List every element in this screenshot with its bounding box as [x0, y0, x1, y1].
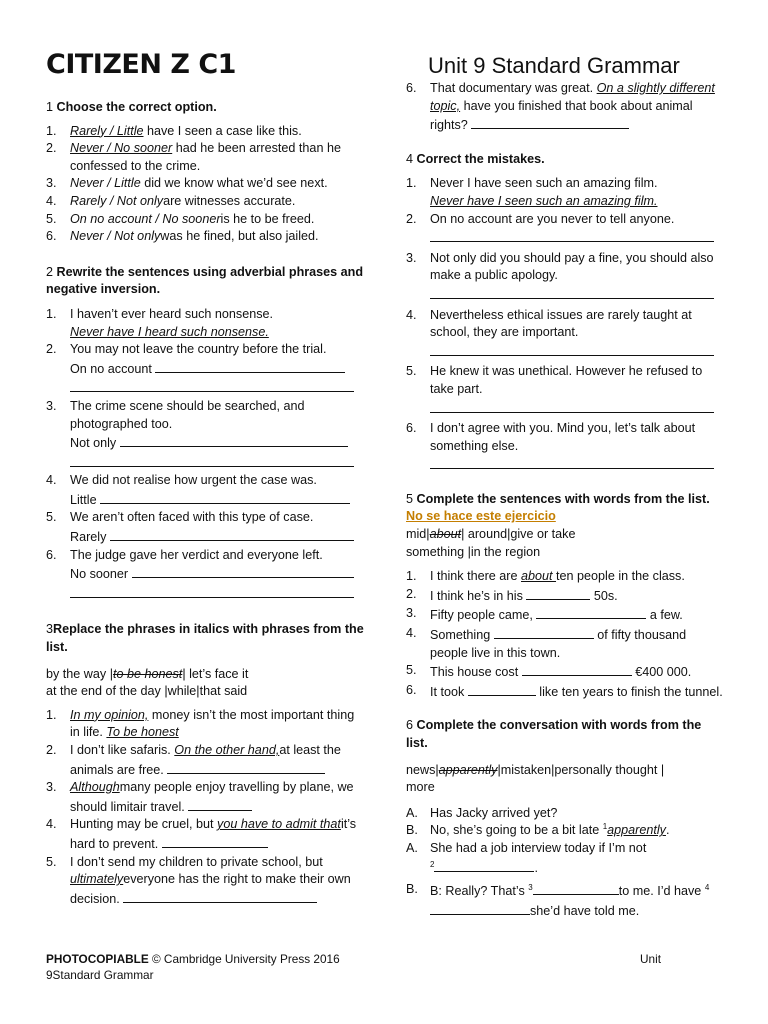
- exercise-note: No se hace este ejercicio: [406, 509, 556, 524]
- left-column: [46, 99, 364, 908]
- answer-line[interactable]: [70, 584, 354, 598]
- section-3-word-list: by the way |to be honest| let’s face it at the end of the day |while|that said: [46, 666, 249, 699]
- answer-line[interactable]: [123, 889, 317, 903]
- answer-line[interactable]: [70, 453, 354, 467]
- section-5-list: [406, 568, 726, 701]
- list-item: 1. Rarely / Little have I seen a case like this.: [46, 123, 302, 138]
- footer-unit-label: Unit: [640, 952, 661, 966]
- answer-line[interactable]: [120, 433, 348, 447]
- list-item: 3. The crime scene should be searched, and photographed too. Not only: [46, 398, 364, 472]
- right-column: [406, 80, 726, 920]
- list-item: 6. The judge gave her verdict and everyone left. No sooner: [46, 547, 364, 604]
- section-1-heading: 1 Choose the correct option.: [46, 100, 217, 114]
- list-item: 1. I haven’t ever heard such nonsense. Never have I heard such nonsense.: [46, 306, 274, 339]
- list-item: 5. This house cost €400 000.: [406, 663, 692, 680]
- list-item: 4. Nevertheless ethical issues are rarely taught at school, they are important.: [406, 307, 726, 362]
- list-item: 3. Not only did you should pay a fine, you should also make a public apology.: [406, 250, 726, 305]
- list-item: 2. Never / No sooner had he been arrested than he confessed to the crime.: [46, 141, 341, 173]
- answer-line[interactable]: [155, 359, 345, 373]
- answer-line[interactable]: [536, 605, 646, 619]
- dialogue-line: A. Has Jacky arrived yet?: [406, 805, 558, 820]
- answer-line[interactable]: [430, 228, 714, 242]
- section-5-heading: 5 Complete the sentences with words from the list. No se hace este ejercicio: [406, 491, 710, 524]
- list-item: 3. Althoughmany people enjoy travelling by plane, we should limitair travel.: [46, 780, 354, 814]
- dialogue-line: B. No, she’s going to be a bit late $^1$apparently.: [406, 822, 670, 838]
- list-item: 6. I don’t agree with you. Mind you, let’s talk about something else.: [406, 420, 726, 475]
- answer-line[interactable]: [430, 285, 714, 299]
- section-6-word-list: news|apparently|mistaken|personally thought | more: [406, 762, 665, 795]
- list-item: 6. That documentary was great. On a slightly different topic, have you finished that book about animal rights?: [406, 81, 715, 133]
- answer-line[interactable]: [468, 682, 536, 696]
- list-item: 4. Rarely / Not onlyare witnesses accurate.: [46, 193, 296, 208]
- section-3-list: [46, 707, 364, 909]
- list-item: 1. Never I have seen such an amazing film. Never have I seen such an amazing film.: [406, 176, 658, 208]
- answer-line[interactable]: [100, 490, 350, 504]
- list-item: 2. On no account are you never to tell anyone.: [406, 211, 726, 248]
- section-3-heading: 3Replace the phrases in italics with phrases from the list.: [46, 622, 364, 655]
- section-3-continued-list: [406, 80, 726, 135]
- answer-line[interactable]: [434, 858, 534, 872]
- answer-line[interactable]: [70, 378, 354, 392]
- list-item: 3. Fifty people came, a few.: [406, 606, 683, 623]
- answer-line[interactable]: [430, 901, 530, 915]
- answer-line[interactable]: [471, 115, 629, 129]
- list-item: 5. I don’t send my children to private school, but ultimatelyeveryone has the right to make their own decision.: [46, 854, 351, 906]
- list-item: 1. In my opinion, money isn’t the most important thing in life. To be honest: [46, 707, 355, 740]
- answer-line[interactable]: [132, 564, 354, 578]
- list-item: 4. Something of fifty thousand people live in this town.: [406, 626, 687, 660]
- dialogue-line: A. She had a job interview today if I’m not $^2$ .: [406, 840, 647, 875]
- list-item: 4. We did not realise how urgent the case was. Little: [46, 472, 364, 509]
- answer-line[interactable]: [110, 527, 354, 541]
- answer-line[interactable]: [430, 342, 714, 356]
- dialogue-line: B. B: Really? That’s $^3$ to me. I’d have $^4$she’d have told me.: [406, 882, 710, 918]
- list-item: 5. He knew it was unethical. However he refused to take part.: [406, 363, 726, 418]
- answer-line[interactable]: [522, 662, 632, 676]
- answer-line[interactable]: [188, 797, 252, 811]
- footer: PHOTOCOPIABLE © Cambridge University Press 2016 9Standard Grammar: [46, 952, 340, 982]
- section-1-list: [46, 123, 364, 246]
- list-item: 5. On no account / No sooneris he to be freed.: [46, 211, 315, 226]
- section-6-dialogue: [406, 805, 726, 921]
- section-5-word-list: mid|about| around|give or take something |in the region: [406, 527, 576, 559]
- list-item: 2. I don’t like safaris. On the other hand,at least the animals are free.: [46, 743, 341, 777]
- answer-line[interactable]: [162, 834, 268, 848]
- list-item: 4. Hunting may be cruel, but you have to admit thatit’s hard to prevent.: [46, 817, 357, 851]
- list-item: 3. Never / Little did we know what we’d see next.: [46, 176, 328, 191]
- answer-line[interactable]: [167, 760, 325, 774]
- section-4-heading: 4 Correct the mistakes.: [406, 151, 545, 166]
- unit-title: Unit 9 Standard Grammar: [428, 53, 680, 78]
- list-item: 6. Never / Not onlywas he fined, but also jailed.: [46, 229, 319, 244]
- list-item: 2. You may not leave the country before the trial. On no account: [46, 341, 364, 398]
- list-item: 1. I think there are about ten people in the class.: [406, 569, 685, 584]
- section-6-heading: 6 Complete the conversation with words from the list.: [406, 718, 702, 750]
- answer-line[interactable]: [430, 399, 714, 413]
- section-2-list: [46, 306, 364, 604]
- list-item: 6. It took like ten years to finish the tunnel.: [406, 682, 723, 699]
- brand-title: CITIZEN Z C1: [46, 49, 236, 80]
- answer-line[interactable]: [533, 881, 619, 895]
- list-item: 2. I think he’s in his 50s.: [406, 586, 618, 603]
- answer-line[interactable]: [430, 455, 714, 469]
- section-2-heading: 2 Rewrite the sentences using adverbial phrases and negative inversion.: [46, 264, 364, 297]
- answer-line[interactable]: [526, 586, 590, 600]
- section-4-list: [406, 175, 726, 475]
- list-item: 5. We aren’t often faced with this type of case. Rarely: [46, 509, 364, 546]
- answer-line[interactable]: [494, 625, 594, 639]
